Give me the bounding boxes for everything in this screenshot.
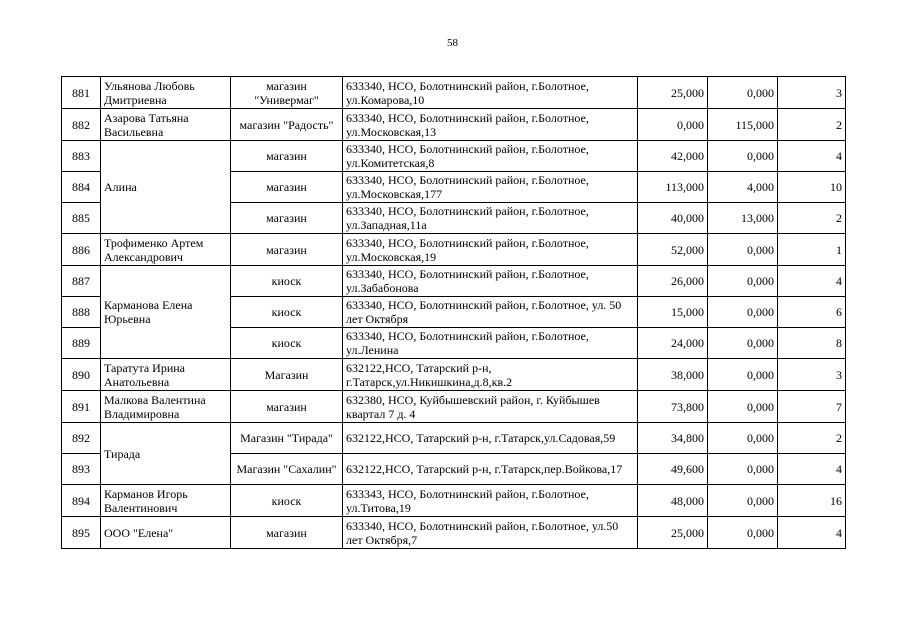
row-number: 886 (62, 234, 101, 266)
owner-name: Малкова Валентина Владимировна (101, 391, 231, 423)
value-2: 0,000 (708, 423, 778, 454)
outlet-type: киоск (231, 328, 343, 359)
table-row (62, 77, 846, 109)
address: 633340, НСО, Болотнинский район, г.Болотное, ул.Московская,19 (343, 234, 638, 266)
outlet-type: магазин (231, 234, 343, 266)
value-1: 25,000 (638, 517, 708, 549)
value-3: 8 (778, 328, 846, 359)
owner-name: Таратута Ирина Анатольевна (101, 359, 231, 391)
table-row (62, 391, 846, 423)
address: 633340, НСО, Болотнинский район, г.Болотное, ул.Ленина (343, 328, 638, 359)
value-2: 0,000 (708, 266, 778, 297)
value-1: 25,000 (638, 77, 708, 109)
row-number: 888 (62, 297, 101, 328)
outlet-type: магазин (231, 141, 343, 172)
row-number: 892 (62, 423, 101, 454)
row-number: 895 (62, 517, 101, 549)
address: 633340, НСО, Болотнинский район, г.Болотное, ул. 50 лет Октября (343, 297, 638, 328)
value-3: 16 (778, 485, 846, 517)
row-number: 890 (62, 359, 101, 391)
address: 633340, НСО, Болотнинский район, г.Болотное, ул.Московская,177 (343, 172, 638, 203)
value-1: 24,000 (638, 328, 708, 359)
value-2: 0,000 (708, 454, 778, 485)
value-3: 4 (778, 141, 846, 172)
row-number: 883 (62, 141, 101, 172)
address: 633340, НСО, Болотнинский район, г.Болотное, ул.Комитетская,8 (343, 141, 638, 172)
row-number: 884 (62, 172, 101, 203)
owner-name: Алина (101, 141, 231, 234)
outlet-type: Магазин (231, 359, 343, 391)
value-2: 115,000 (708, 109, 778, 141)
address: 633340, НСО, Болотнинский район, г.Болотное, ул.Комарова,10 (343, 77, 638, 109)
outlet-type: магазин "Радость" (231, 109, 343, 141)
value-3: 3 (778, 359, 846, 391)
table-row (62, 517, 846, 549)
value-3: 2 (778, 109, 846, 141)
value-2: 0,000 (708, 485, 778, 517)
owner-name: Тирада (101, 423, 231, 485)
value-1: 49,600 (638, 454, 708, 485)
value-1: 34,800 (638, 423, 708, 454)
value-3: 4 (778, 517, 846, 549)
value-2: 0,000 (708, 328, 778, 359)
address: 633340, НСО, Болотнинский район, г.Болотное, ул.50 лет Октября,7 (343, 517, 638, 549)
row-number: 894 (62, 485, 101, 517)
address: 632122,НСО, Татарский р-н, г.Татарск,ул.Садовая,59 (343, 423, 638, 454)
outlet-type: киоск (231, 266, 343, 297)
value-3: 1 (778, 234, 846, 266)
owner-name: ООО "Елена" (101, 517, 231, 549)
value-1: 73,800 (638, 391, 708, 423)
value-3: 10 (778, 172, 846, 203)
value-2: 0,000 (708, 77, 778, 109)
value-1: 15,000 (638, 297, 708, 328)
row-number: 881 (62, 77, 101, 109)
owner-name: Карманова Елена Юрьевна (101, 266, 231, 359)
outlet-type: магазин (231, 517, 343, 549)
value-3: 4 (778, 266, 846, 297)
page-number: 58 (447, 37, 458, 49)
outlet-type: Магазин "Сахалин" (231, 454, 343, 485)
table-row (62, 141, 846, 172)
registry-table (61, 76, 846, 549)
value-1: 113,000 (638, 172, 708, 203)
outlet-type: магазин "Универмаг" (231, 77, 343, 109)
outlet-type: киоск (231, 297, 343, 328)
address: 632380, НСО, Куйбышевский район, г. Куйбышев квартал 7 д. 4 (343, 391, 638, 423)
owner-name: Ульянова Любовь Дмитриевна (101, 77, 231, 109)
row-number: 889 (62, 328, 101, 359)
outlet-type: магазин (231, 172, 343, 203)
address: 633340, НСО, Болотнинский район, г.Болотное, ул.Забабонова (343, 266, 638, 297)
address: 632122,НСО, Татарский р-н, г.Татарск,ул.Никишкина,д.8,кв.2 (343, 359, 638, 391)
value-2: 0,000 (708, 359, 778, 391)
owner-name: Карманов Игорь Валентинович (101, 485, 231, 517)
value-2: 0,000 (708, 141, 778, 172)
row-number: 893 (62, 454, 101, 485)
row-number: 887 (62, 266, 101, 297)
outlet-type: магазин (231, 391, 343, 423)
value-1: 48,000 (638, 485, 708, 517)
owner-name: Азарова Татьяна Васильевна (101, 109, 231, 141)
owner-name: Трофименко Артем Александрович (101, 234, 231, 266)
value-1: 26,000 (638, 266, 708, 297)
value-1: 38,000 (638, 359, 708, 391)
outlet-type: киоск (231, 485, 343, 517)
value-3: 4 (778, 454, 846, 485)
value-3: 2 (778, 203, 846, 234)
address: 633343, НСО, Болотнинский район, г.Болотное, ул.Титова,19 (343, 485, 638, 517)
table-row (62, 423, 846, 454)
value-2: 0,000 (708, 234, 778, 266)
value-2: 4,000 (708, 172, 778, 203)
outlet-type: Магазин "Тирада" (231, 423, 343, 454)
row-number: 885 (62, 203, 101, 234)
value-3: 2 (778, 423, 846, 454)
value-1: 42,000 (638, 141, 708, 172)
outlet-type: магазин (231, 203, 343, 234)
value-1: 40,000 (638, 203, 708, 234)
row-number: 891 (62, 391, 101, 423)
value-2: 0,000 (708, 297, 778, 328)
table-row (62, 359, 846, 391)
value-2: 0,000 (708, 391, 778, 423)
value-2: 0,000 (708, 517, 778, 549)
value-3: 6 (778, 297, 846, 328)
address: 633340, НСО, Болотнинский район, г.Болотное, ул.Московская,13 (343, 109, 638, 141)
value-1: 52,000 (638, 234, 708, 266)
value-2: 13,000 (708, 203, 778, 234)
table-row (62, 109, 846, 141)
row-number: 882 (62, 109, 101, 141)
address: 633340, НСО, Болотнинский район, г.Болотное, ул.Западная,11а (343, 203, 638, 234)
value-1: 0,000 (638, 109, 708, 141)
table-row (62, 485, 846, 517)
value-3: 3 (778, 77, 846, 109)
table-row (62, 234, 846, 266)
value-3: 7 (778, 391, 846, 423)
table-row (62, 266, 846, 297)
address: 632122,НСО, Татарский р-н, г.Татарск,пер.Войкова,17 (343, 454, 638, 485)
